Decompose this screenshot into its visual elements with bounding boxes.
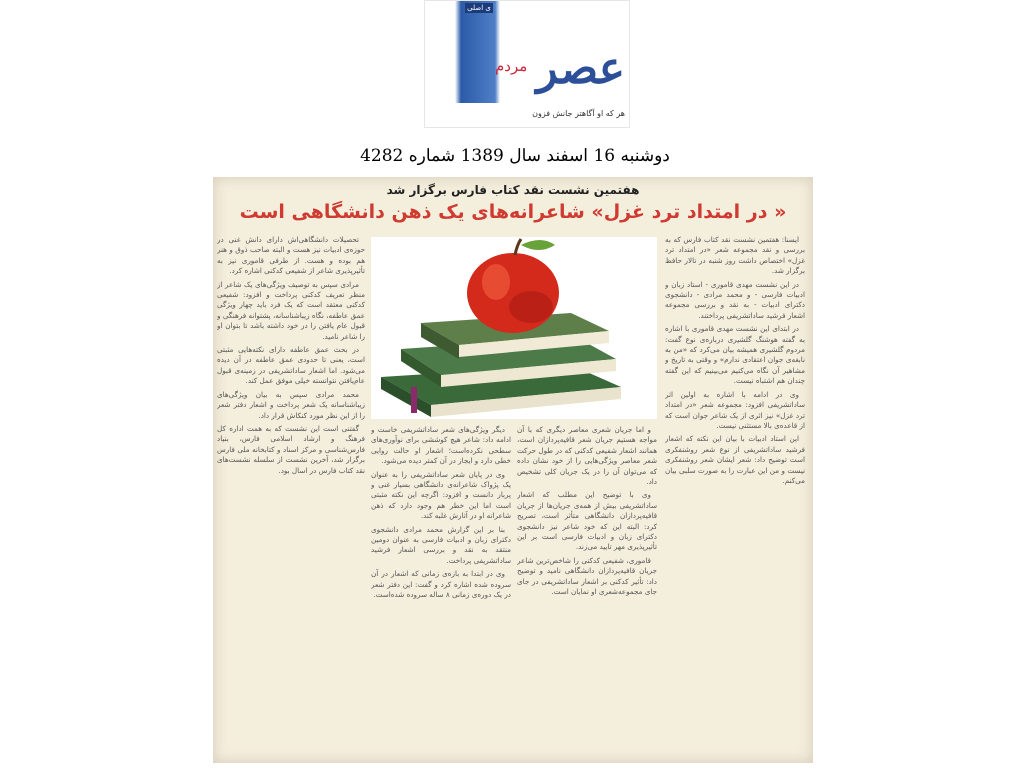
masthead-title: عصر [536, 43, 625, 94]
article-column-right [665, 235, 805, 759]
paragraph: بنا بر این گزارش محمد مرادی دانشجوی دکترای زبان و ادبیات فارسی به عنوان دومین منتقد به نقد و بررسی اشعار فرشید ساداتشریفی پرداخت. [371, 524, 511, 565]
masthead-subtitle: مردم [495, 57, 528, 75]
paragraph: ایسنا: هفتمین نشست نقد کتاب فارس که به بررسی و نقد مجموعه شعر «در امتداد ترد غزل» اختصاص داشت روز شنبه در تالار حافظ برگزار شد. [665, 235, 805, 276]
newspaper-masthead [424, 0, 630, 128]
paragraph: دیگر ویژگی‌های شعر ساداتشریفی خاست و ادامه داد: شاعر هیچ کوششی برای نوآوری‌های سطحی نکرده‌است؛ اشعار او حالت روایی خطی دارد و ایجاز در آن کمتر دیده می‌شود. [371, 425, 511, 466]
article-clipping [213, 177, 813, 763]
paragraph: در ابتدای این نشست مهدی قاموری با اشاره به گفته هوشنگ گلشیری درباره‌ی نوع گفت: مردوم گلشیری همیشه بیان می‌کرد که «من به نابغه‌ی جوان اعتقادی ندارم» و وقتی به تاریخ و مشاهیر آن نگاه می‌کنیم می‌بینیم که این گفته چندان هم اشتباه نیست. [665, 324, 805, 386]
paragraph: وی در ادامه با اشاره به اولین اثر ساداتشریفی افزود: مجموعه شعر «در امتداد ترد غزل» نیز اثری از یک شاعر جوان است که از قاعده‌ی بالا مستثنی نیست. [665, 389, 805, 430]
article-column-mid-right [517, 425, 657, 759]
paragraph: قاموری، شفیعی کدکنی را شاخص‌ترین شاعر جریان قافیه‌پردازان دانشگاهی نامید و توضیح داد: تأثیر کدکنی بر اشعار ساداتشریفی در جای جای مجموعه‌شعری او نمایان است. [517, 555, 657, 597]
paragraph: این استاد ادبیات با بیان این نکته که اشعار فرشید ساداتشریفی از نوع شعر روشنفکری است توضیح داد: شعر ایشان شعر روشنفکری نیست و من این عبارت را به صورت سلبی بیان می‌کنم. [665, 434, 805, 485]
article-headline: « در امتداد ترد غزل» شاعرانه‌های یک ذهن دانشگاهی است [239, 201, 787, 223]
issue-dateline: دوشنبه 16 اسفند سال 1389 شماره 4282 [360, 146, 670, 166]
masthead-slogan: هر که او آگاهتر جانش فزون [532, 109, 625, 118]
paragraph: تحصیلات دانشگاهی‌اش دارای دانش غنی در حوزه‌ی ادبیات نیز هست و البته صاحب ذوق و هنر هم بوده و هست. از طرفی قاموری نیز به تأثیرپذیری شاعر از شفیعی کدکنی اشاره کرد. [217, 235, 365, 276]
apple-books-illustration [371, 237, 657, 419]
paragraph: گفتنی است این نشست که به همت اداره کل فرهنگ و ارشاد اسلامی فارس، بنیاد فارس‌شناسی و مرکز اسناد و کتابخانه ملی فارس برگزار شد، آخرین نشست از سلسله نشست‌های نقد کتاب فارس در اسال بود. [217, 423, 365, 475]
paragraph: وی در ابتدا به بازه‌ی زمانی که اشعار در آن سروده شده اشاره کرد و گفت: این دفتر شعر در یک دوره‌ی زمانی ۸ ساله سروده شده‌است. [371, 569, 511, 600]
paragraph: وی با توضیح این مطلب که اشعار ساداتشریفی بیش از همه‌ی جریان‌ها از جریان قافیه‌پردازان دانشگاهی متأثر است، تصریح کرد: البته این که خود شاعر نیز دانشجوی دکترای زبان و ادبیات فارسی است بر این تأثیرپذیری مهر تایید می‌زند. [517, 490, 657, 552]
paragraph: در بحث عمق عاطفه دارای نکته‌هایی مثبتی است، یعنی تا حدودی عمق عاطفه در آن دیده می‌شود. اما اشعار ساداتشریفی در زمینه‌ی قبول عام‌یافتن نتوانسته خیلی موفق عمل کند. [217, 345, 365, 386]
article-column-left [217, 235, 365, 759]
paragraph: و اما جریان شعری معاصر دیگری که با آن مواجه هستیم جریان شعر قافیه‌پردازان است، همانند اشعار شفیعی کدکنی که در طول حرکت شعر معاصر ویژگی‌هایی را از خود نشان داده که می‌توان آن را در یک جریان کلی تشخیص داد. [517, 425, 657, 487]
paragraph: محمد مرادی سپس به بیان ویژگی‌های زیباشناسانه یک شعر پرداخت و اشعار دفتر شعر را از این نظر مورد کنکاش قرار داد. [217, 389, 365, 420]
paragraph: در این نشست مهدی قاموری - استاد زبان و ادبیات فارسی - و محمد مرادی - دانشجوی دکترای ادبیات - به نقد و بررسی مجموعه اشعار فرشید ساداتشریفی پرداختند. [665, 279, 805, 320]
article-column-mid-left [371, 425, 511, 759]
masthead-strip: ی اصلی [465, 3, 493, 13]
apple-on-books-photo [371, 237, 657, 419]
paragraph: مرادی سپس به توصیف ویژگی‌های یک شاعر از منظر تعریف کدکنی پرداخت و افزود: شفیعی کدکنی معتقد است که یک فرد باید چهار ویژگی عمق عاطفه، نگاه زیباشناسانه، پشتوانه فرهنگی و قبول عام یافتن را در خود داشته باشد تا بتوان او را شاعر نامید. [217, 279, 365, 341]
article-kicker: هفتمین نشست نقد کتاب فارس برگزار شد [386, 183, 640, 197]
paragraph: وی در پایان شعر ساداتشریفی را به عنوان یک پژواک شاعرانه‌ی دانشگاهی بسیار غنی و پربار دانست و افزود: اگرچه این نکته مثبتی است اما این خطر هم وجود دارد که ذهن شاعرانه او در آثارش غلبه کند. [371, 469, 511, 521]
